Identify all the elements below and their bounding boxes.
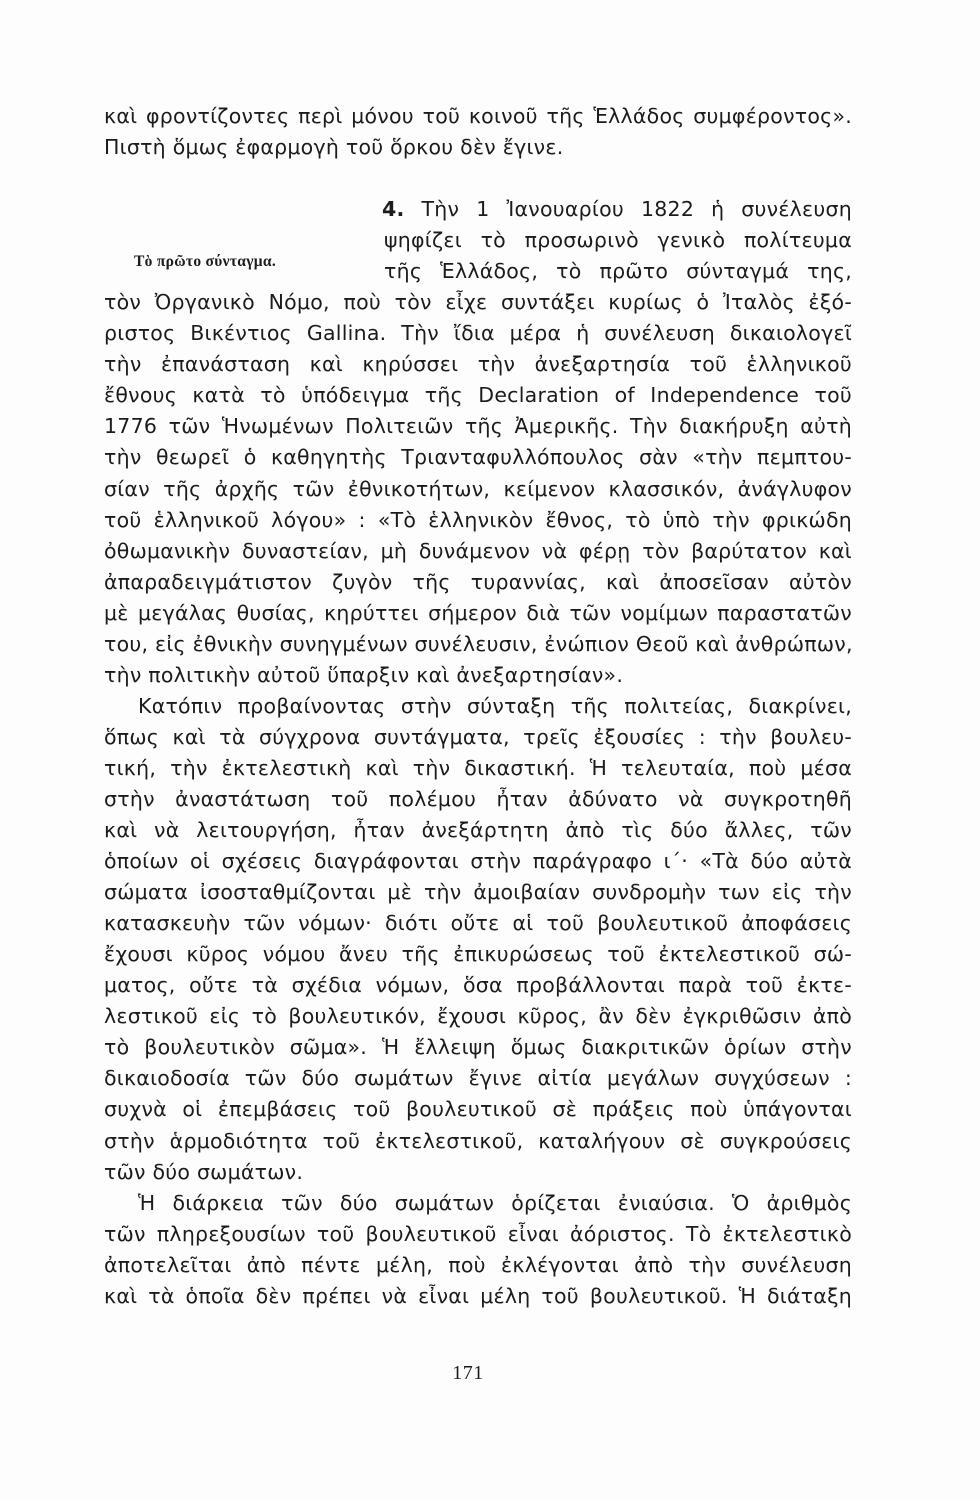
text-line: σώματα ἰσοσταθμίζονται μὲ τὴν ἀμοιβαίαν συνδρομὴν των εἰς τὴν — [104, 880, 852, 905]
text-line: τὴν θεωρεῖ ὁ καθηγητὴς Τριανταφυλλόπουλος σὰν «τὴν πεμπτου- — [104, 445, 852, 470]
section-number: 4. — [382, 197, 405, 222]
text-line: τῶν πληρεξουσίων τοῦ βουλευτικοῦ εἶναι ἀόριστος. Τὸ ἐκτελεστικὸ — [104, 1221, 852, 1246]
text-line: λεστικοῦ εἰς τὸ βουλευτικόν, ἔχουσι κῦρος, ἂν δὲν ἐγκριθῶσιν ἀπὸ — [104, 1004, 852, 1029]
text-line: τοῦ ἑλληνικοῦ λόγου» : «Τὸ ἑλληνικὸν ἔθνος, τὸ ὑπὸ τὴν φρικώδη — [104, 507, 852, 532]
text-line: τὸν Ὀργανικὸ Νόμο, ποὺ τὸν εἶχε συντάξει κυρίως ὁ Ἰταλὸς ἐξό- — [104, 290, 852, 315]
text-line: στὴν ἁρμοδιότητα τοῦ ἐκτελεστικοῦ, καταλήγουν σὲ συγκρούσεις — [104, 1128, 852, 1153]
text-line: καὶ τὰ ὁποῖα δὲν πρέπει νὰ εἶναι μέλη τοῦ βουλευτικοῦ. Ἡ διάταξη — [104, 1283, 852, 1308]
text-line: καὶ φροντίζοντες περὶ μόνου τοῦ κοινοῦ τῆς Ἑλλάδος συμφέροντος». — [104, 104, 852, 128]
paragraph-gap — [104, 163, 852, 194]
body-text — [104, 101, 852, 1312]
text-line: ἔχουσι κῦρος νόμου ἄνευ τῆς ἐπικυρώσεως τοῦ ἐκτελεστικοῦ σώ- — [104, 942, 852, 967]
text-line: τὸ βουλευτικὸν σῶμα». Ἡ ἔλλειψη ὅμως διακριτικῶν ὁρίων στὴν — [104, 1035, 852, 1060]
text-line: Ἡ διάρκεια τῶν δύο σωμάτων ὁρίζεται ἐνιαύσια. Ὁ ἀριθμὸς — [138, 1190, 852, 1215]
text-line: ματος, οὔτε τὰ σχέδια νόμων, ὅσα προβάλλονται παρὰ τοῦ ἐκτε- — [104, 973, 852, 998]
text-line: τική, τὴν ἐκτελεστικὴ καὶ τὴν δικαστική. Ἡ τελευταία, ποὺ μέσα — [104, 755, 852, 780]
side-note: Τὸ πρῶτο σύνταγμα. — [134, 253, 277, 270]
text-line: Κατόπιν προβαίνοντας στὴν σύνταξη τῆς πολιτείας, διακρίνει, — [138, 693, 852, 718]
text-line: ὀθωμανικὴν δυναστείαν, μὴ δυνάμενον νὰ φέρῃ τὸν βαρύτατον καὶ — [104, 538, 852, 563]
text-line: κατασκευὴν τῶν νόμων· διότι οὔτε αἱ τοῦ βουλευτικοῦ ἀποφάσεις — [104, 911, 852, 936]
text-line: ὁποίων οἱ σχέσεις διαγράφονται στὴν παράγραφο ι΄· «Τὰ δύο αὐτὰ — [104, 849, 852, 874]
text-line: μὲ μεγάλας θυσίας, κηρύττει σήμερον διὰ τῶν νομίμων παραστατῶν — [104, 600, 852, 625]
section-line-text: Τὴν 1 Ἰανουαρίου 1822 ἡ συνέλευση — [421, 197, 852, 222]
text-line: στὴν ἀναστάτωση τοῦ πολέμου ἦταν ἀδύνατο νὰ συγκροτηθῆ — [104, 786, 852, 811]
text-line: τὴν ἐπανάσταση καὶ κηρύσσει τὴν ἀνεξαρτησία τοῦ ἑλληνικοῦ — [104, 352, 852, 377]
text-line: συχνὰ οἱ ἐπεμβάσεις τοῦ βουλευτικοῦ σὲ πράξεις ποὺ ὑπάγονται — [104, 1097, 852, 1122]
text-line: του, εἰς ἐθνικὴν συνηγμένων συνέλευσιν, ἐνώπιον Θεοῦ καὶ ἀνθρώπων, — [104, 631, 853, 656]
page-number: 171 — [452, 1362, 484, 1384]
text-line: ἔθνους κατὰ τὸ ὑπόδειγμα τῆς Declaration of Independence τοῦ — [104, 383, 852, 408]
text-line: τῶν δύο σωμάτων. — [104, 1159, 304, 1184]
text-line: δικαιοδοσία τῶν δύο σωμάτων ἔγινε αἰτία μεγάλων συγχύσεων : — [104, 1066, 852, 1091]
text-line: ριστος Βικέντιος Gallina. Τὴν ἴδια μέρα ἡ συνέλευση δικαιολογεῖ — [104, 321, 852, 346]
text-line: σίαν τῆς ἀρχῆς τῶν ἐθνικοτήτων, κείμενον κλασσικόν, ἀνάγλυφον — [104, 476, 852, 501]
text-line: ψηφίζει τὸ προσωρινὸ γενικὸ πολίτευμα — [384, 228, 852, 253]
text-line: καὶ νὰ λειτουργήση, ἦταν ἀνεξάρτητη ἀπὸ τὶς δύο ἄλλες, τῶν — [104, 818, 852, 843]
text-line: 1776 τῶν Ἡνωμένων Πολιτειῶν τῆς Ἀμερικῆς. Τὴν διακήρυξη αὐτὴ — [104, 414, 852, 439]
text-line: Πιστὴ ὅμως ἐφαρμογὴ τοῦ ὅρκου δὲν ἔγινε. — [104, 135, 564, 160]
text-line: ἀποτελεῖται ἀπὸ πέντε μέλη, ποὺ ἐκλέγονται ἀπὸ τὴν συνέλευση — [104, 1252, 852, 1277]
text-line: τὴν πολιτικὴν αὐτοῦ ὕπαρξιν καὶ ἀνεξαρτησίαν». — [104, 662, 624, 687]
section-heading-line — [104, 194, 852, 225]
text-line: τῆς Ἑλλάδος, τὸ πρῶτο σύνταγμά της, — [384, 259, 852, 284]
text-line: ἀπαραδειγμάτιστον ζυγὸν τῆς τυραννίας, καὶ ἀποσεῖσαν αὐτὸν — [104, 569, 852, 594]
text-line: ὅπως καὶ τὰ σύγχρονα συντάγματα, τρεῖς ἐξουσίες : τὴν βουλευ- — [104, 724, 852, 749]
